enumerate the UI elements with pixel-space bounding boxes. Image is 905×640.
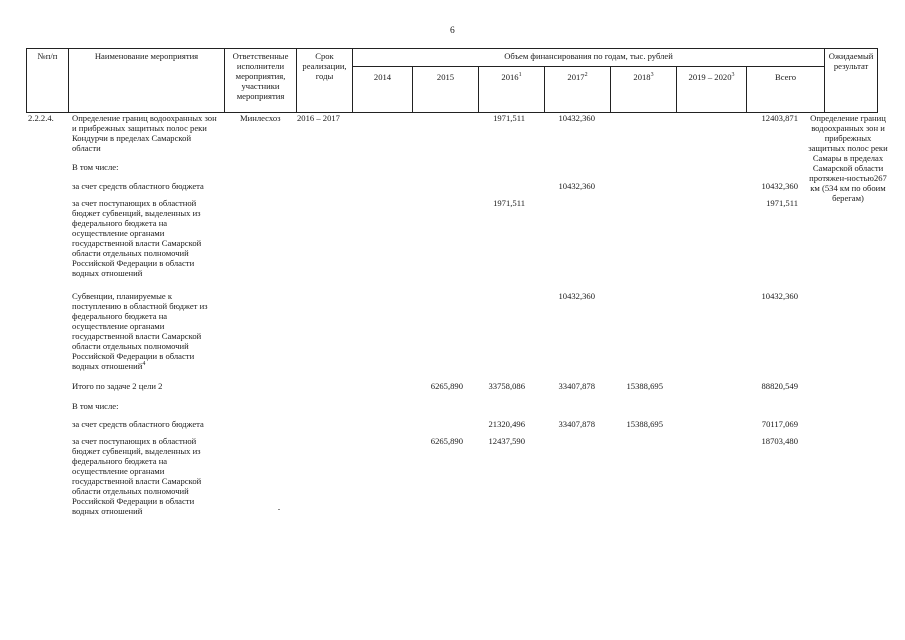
header-year-2018: 2018$^3$: [611, 66, 677, 112]
row-y2017: 10432,360: [558, 113, 595, 123]
header-num: №п/п: [27, 49, 69, 113]
header-year-2017: 2017$^2$: [545, 66, 611, 112]
row-code: 2.2.2.4.: [28, 113, 54, 123]
header-responsible: Ответственные исполнители мероприятия, участники мероприятия: [225, 49, 297, 113]
task-total-y2017: 33407,878: [558, 381, 595, 391]
header-year-2015: 2015: [413, 66, 479, 112]
federal2-total: 18703,480: [761, 436, 798, 446]
regional2-y2017: 33407,878: [558, 419, 595, 429]
planned-y2017: 10432,360: [558, 291, 595, 301]
page-number: 6: [450, 26, 455, 36]
regional2-y2016: 21320,496: [488, 419, 525, 429]
regional-budget-label-2: за счет средств областного бюджета: [72, 419, 204, 429]
federal2-y2015: 6265,890: [430, 436, 463, 446]
scan-mark: [278, 509, 280, 510]
task-total-total: 88820,549: [761, 381, 798, 391]
regional2-y2018: 15388,695: [626, 419, 663, 429]
row-responsible: Минлесхоз: [240, 113, 281, 123]
regional2-total: 70117,069: [761, 419, 798, 429]
federal2-y2016: 12437,590: [488, 436, 525, 446]
expected-result: Определение границ водоохранных зон и прибрежных защитных полос реки Самары в пределах Самарской области протяжен-ностью267 км (534 км по обоим берегам): [808, 113, 888, 203]
regional-y2017: 10432,360: [558, 181, 595, 191]
including-label-2: В том числе:: [72, 401, 119, 411]
including-label: В том числе:: [72, 162, 119, 172]
header-year-2016: 2016$^1$: [479, 66, 545, 112]
header-year-2019-2020: 2019 – 2020$^3$: [677, 66, 747, 112]
header-total: Всего: [747, 66, 825, 112]
federal-total: 1971,511: [766, 198, 798, 208]
header-year-2014: 2014: [353, 66, 413, 112]
row-total: 12403,871: [761, 113, 798, 123]
federal-subvention-label: за счет поступающих в областной бюджет субвенций, выделенных из федерального бюджета на осуществление органами государственной власти Самарской области отдельных полномочий Российской Федерации в области водных отношений: [72, 198, 202, 278]
regional-total: 10432,360: [761, 181, 798, 191]
row-term: 2016 – 2017: [297, 113, 340, 123]
task-total-y2016: 33758,086: [488, 381, 525, 391]
header-result: Ожидаемый результат: [825, 49, 878, 113]
task-total-label: Итого по задаче 2 цели 2: [72, 381, 163, 391]
task-total-y2018: 15388,695: [626, 381, 663, 391]
header-name: Наименование мероприятия: [69, 49, 225, 113]
header-term: Срок реализации, годы: [297, 49, 353, 113]
row-name: Определение границ водоохранных зон и прибрежных защитных полос реки Кондурчи в пределах Самарской области: [72, 113, 217, 153]
federal-y2016: 1971,511: [493, 198, 525, 208]
planned-subvention-label: Субвенции, планируемые к поступлению в областной бюджет из федерального бюджета на осуществление органами государственной власти Самарской области отдельных полномочий Российской Федерации в области водных отношений$^4$: [72, 291, 208, 371]
federal-subvention-label-2: за счет поступающих в областной бюджет субвенций, выделенных из федерального бюджета на осуществление органами государственной власти Самарской области отдельных полномочий Российской Федерации в области водных отношений: [72, 436, 202, 516]
regional-budget-label: за счет средств областного бюджета: [72, 181, 204, 191]
planned-total: 10432,360: [761, 291, 798, 301]
task-total-y2015: 6265,890: [430, 381, 463, 391]
row-y2016: 1971,511: [493, 113, 525, 123]
header-financing: Объем финансирования по годам, тыс. рублей: [353, 49, 825, 67]
